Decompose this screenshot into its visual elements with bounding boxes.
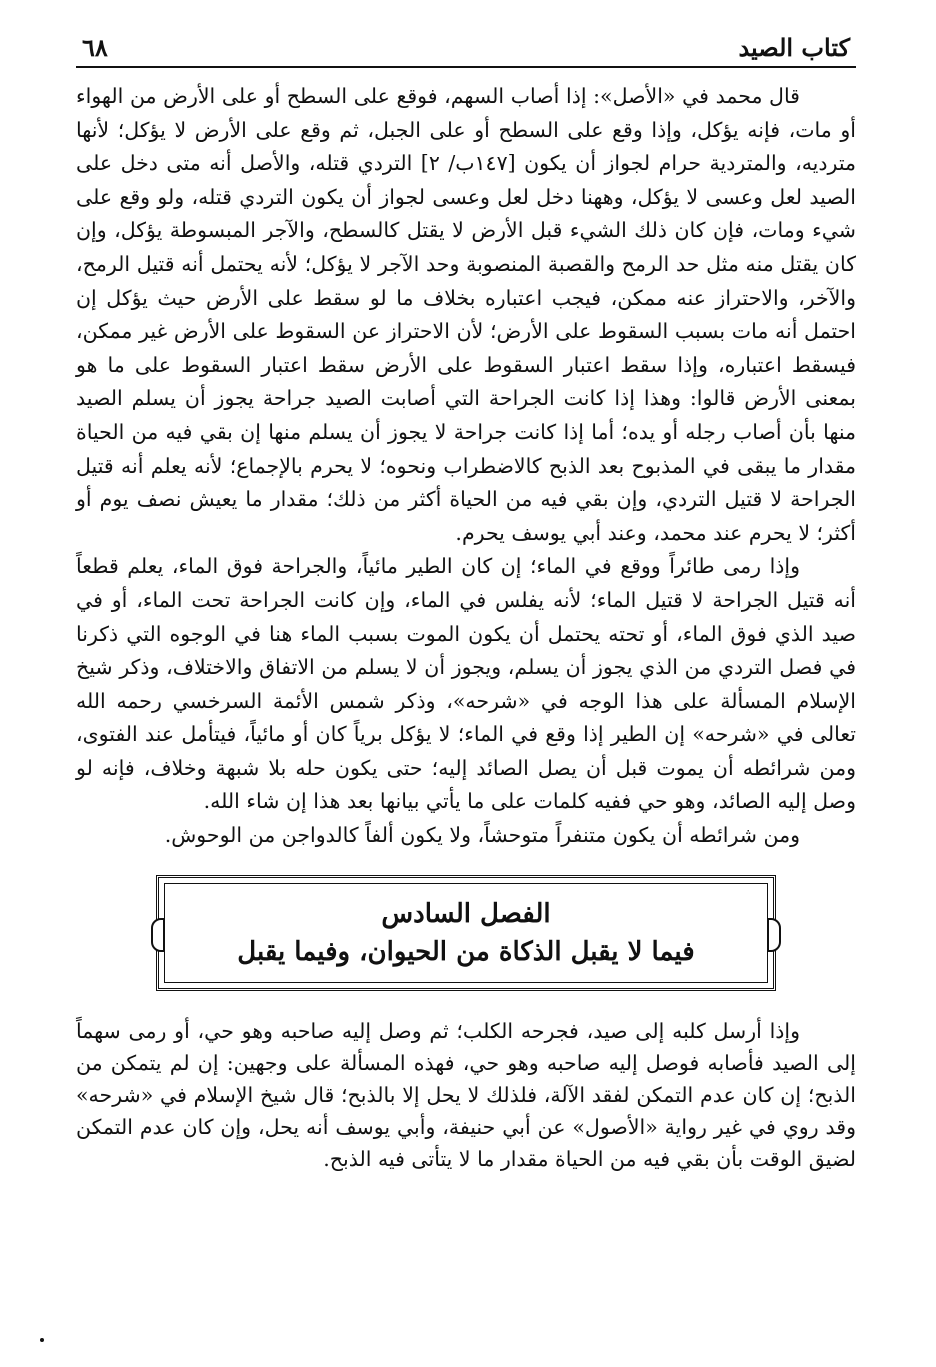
running-header (76, 22, 856, 68)
chapter-subtitle: فيما لا يقبل الذكاة من الحيوان، وفيما يقبل (237, 936, 695, 967)
paragraph-1: قال محمد في «الأصل»: إذا أصاب السهم، فوقع على السطح أو على الأرض من الهواء أو مات، فإنه يؤكل، وإذا وقع على السطح أو على الجبل، ثم وقع على الأرض لا يؤكل؛ لأنها مترديه، والمتردية حرام لجواز أن يكون [١٤٧ب/ ٢] التردي قتله، والأصل أنه متى دخل على الصيد لعل وعسى لا يؤكل، وههنا دخل لعل وعسى لجواز أن يكون التردي قتله، ولو وقع على شيء ومات، فإن كان ذلك الشيء قبل الأرض لا يقتل كالسطح، والآجر المبسوطة يؤكل، وإن كان يقتل منه مثل حد الرمح والقصبة المنصوبة وحد الآجر لا يؤكل؛ لأنه يحتمل أنه قتيل الرمح، والآخر، والاحتراز عنه ممكن، فيجب اعتباره بخلاف ما لو سقط على الأرض حيث يؤكل إن احتمل أنه مات بسبب السقوط على الأرض؛ لأن الاحتراز عن السقوط على الأرض غير ممكن، فيسقط اعتباره، وإذا سقط اعتبار السقوط على الأرض سقط اعتبار السقوط على ما هو بمعنى الأرض قالوا: وهذا إذا كانت الجراحة التي أصابت الصيد جراحة يجوز أن يسلم الصيد منها بأن أصاب رجله أو يده؛ أما إذا كانت جراحة لا يجوز أن يسلم منها إن بقي فيه من الحياة مقدار ما يبقى في المذبوح بعد الذبح كالاضطراب ونحوه؛ لا يحرم بالإجماع؛ لأنه يعلم أنه قتيل الجراحة لا قتيل التردي، وإن بقي فيه من الحياة أكثر من ذلك؛ مقدار ما يعيش نصف يوم أو أكثر؛ لا يحرم عند محمد، وعند أبي يوسف يحرم. (76, 84, 856, 545)
page-number: ٦٨ (82, 33, 108, 62)
paragraph-2: وإذا رمى طائراً ووقع في الماء؛ إن كان الطير مائياً، والجراحة فوق الماء، يعلم قطعاً أنه قتيل الجراحة لا قتيل الماء؛ لأنه يفلس في الماء، وإن كانت الجراحة تحت الماء، أو في صيد الذي فوق الماء، أو تحته يحتمل أن يكون الموت بسبب الماء هنا في الوجوه التي ذكرنا في فصل التردي من الذي يجوز أن يسلم، ويجوز أن لا يسلم من الاتفاق والاختلاف، وذكر شيخ الإسلام المسألة على هذا الوجه في «شرحه»، وذكر شمس الأئمة السرخسي رحمه الله تعالى في «شرحه» إن الطير إذا وقع في الماء؛ لا يؤكل برياً كان أو مائياً، فيتأمل عند الفتوى، ومن شرائطه أن يموت قبل أن يصل الصائد إليه؛ حتى يكون حله بلا شبهة وخلاف، فإنه لو وصل إليه الصائد، وهو حي ففيه كلمات على ما يأتي بيانها بعد هذا إن شاء الله. (76, 554, 856, 814)
chapter-heading-frame (164, 883, 768, 983)
paragraph-4: وإذا أرسل كلبه إلى صيد، فجرحه الكلب؛ ثم وصل إليه صاحبه وهو حي، أو رمى سهماً إلى الصيد فأصابه فوصل إليه صاحبه وهو حي، فهذه المسألة على وجهين: إن لم يتمكن من الذبح؛ إن كان عدم التمكن لفقد الآلة، فلذلك لا يحل إلا بالذبح؛ قال شيخ الإسلام في «شرحه» وقد روي في غير رواية «الأصول» عن أبي حنيفة، وأبي يوسف أنه يحل، وإن كان عدم التمكن لضيق الوقت بأن بقي فيه من الحياة مقدار ما لا يتأتى فيه الذبح. (76, 1018, 856, 1171)
page-content (76, 80, 856, 1175)
scan-speck (40, 1338, 44, 1342)
chapter-heading: الفصل السادس (381, 898, 551, 929)
book-title: كتاب الصيد (738, 33, 850, 62)
chapter-heading-box (156, 875, 776, 991)
paragraph-3: ومن شرائطه أن يكون متنفراً متوحشاً، ولا يكون ألفاً كالدواجن من الوحوش. (164, 823, 800, 848)
book-page (76, 22, 856, 1175)
